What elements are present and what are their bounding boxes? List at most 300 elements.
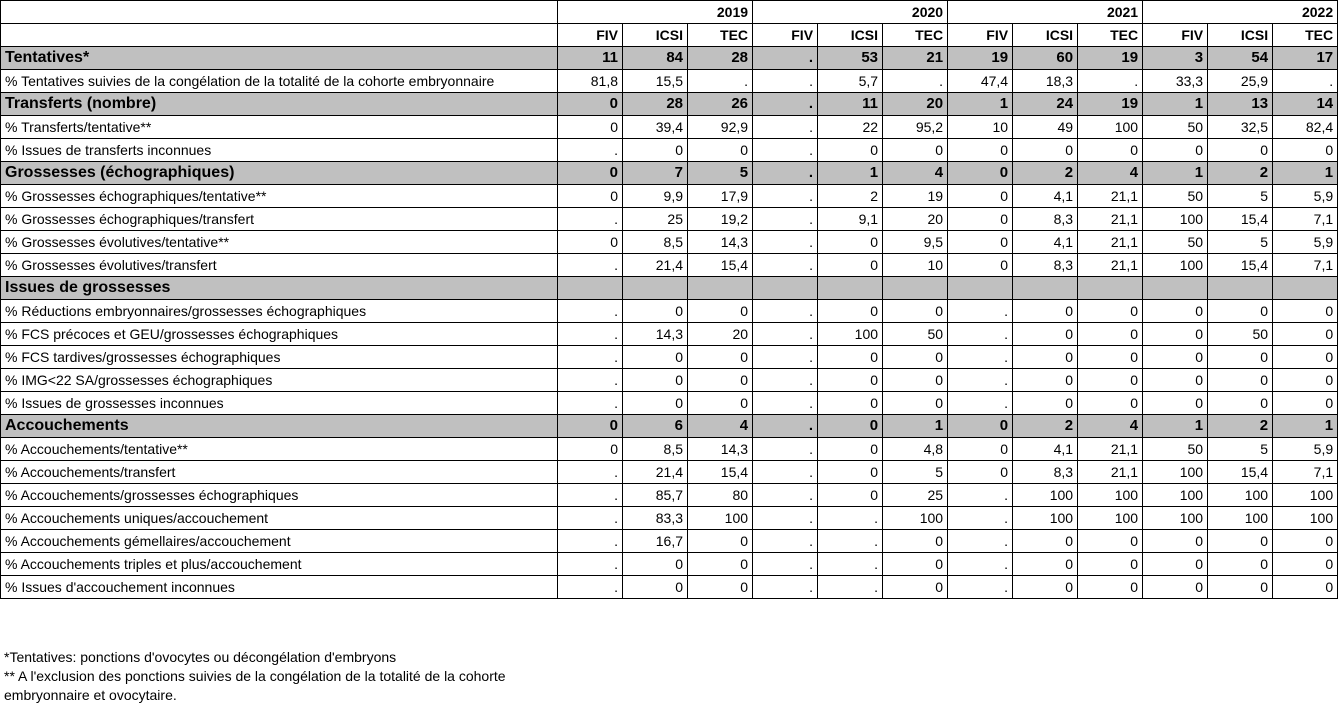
section-label: Issues de grossesses bbox=[1, 277, 558, 300]
value-cell: 0 bbox=[883, 530, 948, 553]
value-cell: 0 bbox=[1143, 553, 1208, 576]
value-cell: 39,4 bbox=[623, 116, 688, 139]
value-cell: 0 bbox=[1208, 553, 1273, 576]
section-row bbox=[1, 47, 1338, 70]
value-cell: . bbox=[948, 576, 1013, 599]
value-cell: 0 bbox=[818, 392, 883, 415]
value-cell: 0 bbox=[1273, 369, 1338, 392]
value-cell: . bbox=[558, 392, 623, 415]
value-cell: 0 bbox=[1013, 323, 1078, 346]
value-cell: 0 bbox=[1273, 300, 1338, 323]
value-cell: 0 bbox=[688, 392, 753, 415]
value-cell: . bbox=[753, 392, 818, 415]
value-cell: 100 bbox=[883, 507, 948, 530]
section-label: Tentatives* bbox=[1, 47, 558, 70]
value-cell: 47,4 bbox=[948, 70, 1013, 93]
value-cell: 0 bbox=[558, 116, 623, 139]
row-label: % Issues de transferts inconnues bbox=[1, 139, 558, 162]
value-cell: 0 bbox=[818, 369, 883, 392]
value-cell: . bbox=[558, 576, 623, 599]
section-label: Grossesses (échographiques) bbox=[1, 162, 558, 185]
value-cell: 14,3 bbox=[688, 438, 753, 461]
value-cell: 82,4 bbox=[1273, 116, 1338, 139]
value-cell: . bbox=[558, 553, 623, 576]
value-cell: 3 bbox=[1143, 47, 1208, 70]
col-header-icsi: ICSI bbox=[1013, 24, 1078, 47]
value-cell: 0 bbox=[818, 438, 883, 461]
value-cell: 16,7 bbox=[623, 530, 688, 553]
value-cell: 4 bbox=[883, 162, 948, 185]
value-cell: 0 bbox=[1013, 369, 1078, 392]
value-cell: . bbox=[558, 254, 623, 277]
value-cell: 100 bbox=[1143, 254, 1208, 277]
value-cell: 33,3 bbox=[1143, 70, 1208, 93]
value-cell: 50 bbox=[1143, 438, 1208, 461]
table-row bbox=[1, 300, 1338, 323]
value-cell: 17,9 bbox=[688, 185, 753, 208]
col-header-fiv: FIV bbox=[1143, 24, 1208, 47]
value-cell: 8,5 bbox=[623, 231, 688, 254]
value-cell: . bbox=[1078, 70, 1143, 93]
value-cell: 4,1 bbox=[1013, 438, 1078, 461]
technique-header-row bbox=[1, 24, 1338, 47]
value-cell: 0 bbox=[1208, 392, 1273, 415]
value-cell: 21,4 bbox=[623, 254, 688, 277]
value-cell: 0 bbox=[1208, 346, 1273, 369]
value-cell: 0 bbox=[623, 392, 688, 415]
value-cell: 0 bbox=[818, 346, 883, 369]
value-cell: 0 bbox=[1273, 530, 1338, 553]
value-cell: 0 bbox=[1013, 576, 1078, 599]
value-cell: . bbox=[948, 323, 1013, 346]
value-cell: 0 bbox=[948, 438, 1013, 461]
col-header-icsi: ICSI bbox=[1208, 24, 1273, 47]
value-cell: 8,3 bbox=[1013, 208, 1078, 231]
value-cell: 0 bbox=[688, 530, 753, 553]
row-label: % IMG<22 SA/grossesses échographiques bbox=[1, 369, 558, 392]
value-cell: 19 bbox=[1078, 47, 1143, 70]
section-row bbox=[1, 277, 1338, 300]
value-cell: 60 bbox=[1013, 47, 1078, 70]
value-cell: 11 bbox=[558, 47, 623, 70]
value-cell: . bbox=[753, 530, 818, 553]
col-header-fiv: FIV bbox=[948, 24, 1013, 47]
col-header-tec: TEC bbox=[688, 24, 753, 47]
value-cell: 20 bbox=[688, 323, 753, 346]
value-cell: 0 bbox=[1078, 323, 1143, 346]
table-row bbox=[1, 369, 1338, 392]
value-cell: 14 bbox=[1273, 93, 1338, 116]
value-cell: 8,5 bbox=[623, 438, 688, 461]
value-cell: 19 bbox=[948, 47, 1013, 70]
table-row bbox=[1, 185, 1338, 208]
value-cell: . bbox=[753, 162, 818, 185]
value-cell: 49 bbox=[1013, 116, 1078, 139]
value-cell: 0 bbox=[883, 369, 948, 392]
value-cell: 17 bbox=[1273, 47, 1338, 70]
value-cell: 0 bbox=[1013, 300, 1078, 323]
value-cell: 100 bbox=[818, 323, 883, 346]
value-cell: 21,1 bbox=[1078, 254, 1143, 277]
value-cell: 0 bbox=[623, 346, 688, 369]
value-cell: 0 bbox=[818, 139, 883, 162]
value-cell: 100 bbox=[1078, 507, 1143, 530]
value-cell: 0 bbox=[818, 484, 883, 507]
value-cell: 0 bbox=[558, 93, 623, 116]
value-cell: 0 bbox=[1143, 323, 1208, 346]
value-cell bbox=[948, 277, 1013, 300]
value-cell: 0 bbox=[1143, 300, 1208, 323]
value-cell: 15,4 bbox=[688, 254, 753, 277]
value-cell: 9,9 bbox=[623, 185, 688, 208]
value-cell: 0 bbox=[558, 438, 623, 461]
value-cell: . bbox=[753, 323, 818, 346]
row-label: % Grossesses évolutives/tentative** bbox=[1, 231, 558, 254]
value-cell: . bbox=[558, 484, 623, 507]
value-cell: 84 bbox=[623, 47, 688, 70]
value-cell: 0 bbox=[1078, 553, 1143, 576]
row-label: % Grossesses échographiques/tentative** bbox=[1, 185, 558, 208]
value-cell: 25,9 bbox=[1208, 70, 1273, 93]
value-cell: 0 bbox=[623, 300, 688, 323]
value-cell: 1 bbox=[1143, 162, 1208, 185]
value-cell: 2 bbox=[1013, 415, 1078, 438]
col-header-fiv: FIV bbox=[753, 24, 818, 47]
value-cell: 32,5 bbox=[1208, 116, 1273, 139]
value-cell bbox=[1208, 277, 1273, 300]
value-cell: . bbox=[753, 576, 818, 599]
value-cell: 0 bbox=[1143, 139, 1208, 162]
col-header-icsi: ICSI bbox=[818, 24, 883, 47]
value-cell: 0 bbox=[1143, 576, 1208, 599]
value-cell: . bbox=[753, 484, 818, 507]
value-cell: 14,3 bbox=[688, 231, 753, 254]
table-row bbox=[1, 438, 1338, 461]
value-cell: . bbox=[753, 208, 818, 231]
value-cell: . bbox=[753, 346, 818, 369]
value-cell: . bbox=[558, 323, 623, 346]
value-cell: 9,1 bbox=[818, 208, 883, 231]
value-cell: 0 bbox=[558, 185, 623, 208]
col-header-tec: TEC bbox=[883, 24, 948, 47]
value-cell: 100 bbox=[1143, 484, 1208, 507]
value-cell: 15,4 bbox=[1208, 254, 1273, 277]
value-cell: 25 bbox=[623, 208, 688, 231]
value-cell: . bbox=[753, 415, 818, 438]
value-cell: 0 bbox=[1273, 139, 1338, 162]
table-row bbox=[1, 346, 1338, 369]
value-cell: 1 bbox=[1273, 415, 1338, 438]
value-cell: . bbox=[818, 507, 883, 530]
value-cell: 8,3 bbox=[1013, 254, 1078, 277]
value-cell: . bbox=[753, 507, 818, 530]
value-cell: 9,5 bbox=[883, 231, 948, 254]
table-row bbox=[1, 530, 1338, 553]
value-cell bbox=[883, 277, 948, 300]
value-cell: . bbox=[948, 530, 1013, 553]
value-cell: 15,4 bbox=[1208, 208, 1273, 231]
value-cell: 21,1 bbox=[1078, 208, 1143, 231]
row-label: % Grossesses échographiques/transfert bbox=[1, 208, 558, 231]
value-cell: 21,1 bbox=[1078, 185, 1143, 208]
value-cell: . bbox=[948, 300, 1013, 323]
value-cell: 21,1 bbox=[1078, 438, 1143, 461]
table-row bbox=[1, 507, 1338, 530]
value-cell: 5 bbox=[688, 162, 753, 185]
value-cell: 0 bbox=[623, 139, 688, 162]
table-row bbox=[1, 231, 1338, 254]
section-row bbox=[1, 415, 1338, 438]
value-cell bbox=[1143, 277, 1208, 300]
value-cell: 20 bbox=[883, 208, 948, 231]
value-cell: 1 bbox=[818, 162, 883, 185]
value-cell bbox=[753, 277, 818, 300]
year-header-2020: 2020 bbox=[753, 1, 948, 24]
value-cell: 5 bbox=[1208, 231, 1273, 254]
value-cell: 0 bbox=[883, 553, 948, 576]
value-cell: 0 bbox=[1143, 392, 1208, 415]
row-label: % Accouchements/tentative** bbox=[1, 438, 558, 461]
value-cell: 100 bbox=[1013, 484, 1078, 507]
value-cell: 5,9 bbox=[1273, 185, 1338, 208]
col-header-tec: TEC bbox=[1078, 24, 1143, 47]
value-cell: 1 bbox=[1273, 162, 1338, 185]
value-cell: 0 bbox=[818, 254, 883, 277]
corner-cell bbox=[1, 1, 558, 24]
value-cell: 50 bbox=[1208, 323, 1273, 346]
value-cell: 19 bbox=[1078, 93, 1143, 116]
value-cell: 100 bbox=[1208, 507, 1273, 530]
value-cell: . bbox=[948, 484, 1013, 507]
value-cell: 0 bbox=[1013, 553, 1078, 576]
value-cell: . bbox=[753, 70, 818, 93]
value-cell: 0 bbox=[1078, 369, 1143, 392]
value-cell: 0 bbox=[818, 300, 883, 323]
year-header-2021: 2021 bbox=[948, 1, 1143, 24]
value-cell: 0 bbox=[948, 185, 1013, 208]
value-cell: 0 bbox=[558, 231, 623, 254]
value-cell: 80 bbox=[688, 484, 753, 507]
value-cell: . bbox=[948, 369, 1013, 392]
col-header-icsi: ICSI bbox=[623, 24, 688, 47]
value-cell: 0 bbox=[688, 139, 753, 162]
value-cell: 54 bbox=[1208, 47, 1273, 70]
value-cell: 100 bbox=[1013, 507, 1078, 530]
year-header-2022: 2022 bbox=[1143, 1, 1338, 24]
value-cell: 0 bbox=[1273, 323, 1338, 346]
value-cell: 28 bbox=[688, 47, 753, 70]
value-cell: 0 bbox=[1143, 530, 1208, 553]
value-cell: 2 bbox=[818, 185, 883, 208]
value-cell: . bbox=[558, 369, 623, 392]
value-cell: . bbox=[558, 208, 623, 231]
value-cell: 92,9 bbox=[688, 116, 753, 139]
value-cell: 0 bbox=[883, 392, 948, 415]
value-cell: 0 bbox=[818, 415, 883, 438]
value-cell: 0 bbox=[1273, 346, 1338, 369]
row-label: % Tentatives suivies de la congélation de la totalité de la cohorte embryonnaire bbox=[1, 70, 558, 93]
value-cell: 0 bbox=[883, 346, 948, 369]
value-cell: 95,2 bbox=[883, 116, 948, 139]
value-cell: 0 bbox=[1208, 300, 1273, 323]
value-cell: 10 bbox=[948, 116, 1013, 139]
table-row bbox=[1, 139, 1338, 162]
value-cell: 0 bbox=[1013, 530, 1078, 553]
value-cell: 0 bbox=[1273, 576, 1338, 599]
value-cell: . bbox=[753, 231, 818, 254]
value-cell: 0 bbox=[688, 346, 753, 369]
value-cell: 53 bbox=[818, 47, 883, 70]
value-cell: 100 bbox=[1143, 208, 1208, 231]
value-cell: 0 bbox=[1273, 553, 1338, 576]
value-cell: 21,1 bbox=[1078, 461, 1143, 484]
value-cell: 4,1 bbox=[1013, 185, 1078, 208]
table-row bbox=[1, 576, 1338, 599]
value-cell: . bbox=[688, 70, 753, 93]
value-cell: 7,1 bbox=[1273, 208, 1338, 231]
value-cell: 26 bbox=[688, 93, 753, 116]
value-cell: 15,5 bbox=[623, 70, 688, 93]
value-cell: 21 bbox=[883, 47, 948, 70]
value-cell: 0 bbox=[688, 576, 753, 599]
value-cell: 24 bbox=[1013, 93, 1078, 116]
value-cell: 15,4 bbox=[688, 461, 753, 484]
row-label: % Accouchements/grossesses échographiques bbox=[1, 484, 558, 507]
value-cell: 0 bbox=[948, 139, 1013, 162]
value-cell: 0 bbox=[1208, 369, 1273, 392]
value-cell: 100 bbox=[1143, 461, 1208, 484]
value-cell: . bbox=[948, 553, 1013, 576]
value-cell: 0 bbox=[688, 553, 753, 576]
value-cell: 21,1 bbox=[1078, 231, 1143, 254]
value-cell: 0 bbox=[1013, 139, 1078, 162]
value-cell: 0 bbox=[948, 162, 1013, 185]
row-label: % Grossesses évolutives/transfert bbox=[1, 254, 558, 277]
table-row bbox=[1, 116, 1338, 139]
row-label: % FCS tardives/grossesses échographiques bbox=[1, 346, 558, 369]
value-cell: 4 bbox=[1078, 415, 1143, 438]
value-cell: 11 bbox=[818, 93, 883, 116]
value-cell: . bbox=[1273, 70, 1338, 93]
value-cell: . bbox=[753, 185, 818, 208]
value-cell bbox=[818, 277, 883, 300]
year-header-row bbox=[1, 1, 1338, 24]
value-cell: 0 bbox=[623, 576, 688, 599]
value-cell: 50 bbox=[1143, 231, 1208, 254]
value-cell: 14,3 bbox=[623, 323, 688, 346]
footnote-tentatives: *Tentatives: ponctions d'ovocytes ou décongélation d'embryons bbox=[4, 649, 397, 665]
value-cell: . bbox=[948, 392, 1013, 415]
value-cell: . bbox=[753, 139, 818, 162]
value-cell: 21,4 bbox=[623, 461, 688, 484]
value-cell: 100 bbox=[688, 507, 753, 530]
value-cell: 5,9 bbox=[1273, 231, 1338, 254]
value-cell: 85,7 bbox=[623, 484, 688, 507]
value-cell: 19 bbox=[883, 185, 948, 208]
value-cell: 0 bbox=[558, 162, 623, 185]
value-cell: 0 bbox=[1013, 392, 1078, 415]
value-cell: 100 bbox=[1078, 116, 1143, 139]
value-cell bbox=[558, 277, 623, 300]
value-cell: . bbox=[558, 139, 623, 162]
value-cell: 7,1 bbox=[1273, 254, 1338, 277]
row-label: % Accouchements/transfert bbox=[1, 461, 558, 484]
value-cell: 4,1 bbox=[1013, 231, 1078, 254]
value-cell bbox=[1078, 277, 1143, 300]
value-cell: 2 bbox=[1208, 162, 1273, 185]
value-cell: 0 bbox=[1078, 576, 1143, 599]
row-label: % FCS précoces et GEU/grossesses échographiques bbox=[1, 323, 558, 346]
row-label: % Accouchements gémellaires/accouchement bbox=[1, 530, 558, 553]
value-cell: 4 bbox=[688, 415, 753, 438]
value-cell: 81,8 bbox=[558, 70, 623, 93]
table-row bbox=[1, 70, 1338, 93]
value-cell: 2 bbox=[1208, 415, 1273, 438]
value-cell: 1 bbox=[883, 415, 948, 438]
section-row bbox=[1, 162, 1338, 185]
value-cell: 18,3 bbox=[1013, 70, 1078, 93]
value-cell: 28 bbox=[623, 93, 688, 116]
value-cell: . bbox=[558, 530, 623, 553]
value-cell: . bbox=[948, 507, 1013, 530]
section-label: Accouchements bbox=[1, 415, 558, 438]
value-cell: 0 bbox=[883, 139, 948, 162]
value-cell: . bbox=[883, 70, 948, 93]
value-cell: 100 bbox=[1273, 484, 1338, 507]
value-cell: 0 bbox=[948, 461, 1013, 484]
value-cell: 0 bbox=[948, 208, 1013, 231]
row-label: % Accouchements uniques/accouchement bbox=[1, 507, 558, 530]
value-cell: 5,7 bbox=[818, 70, 883, 93]
section-row bbox=[1, 93, 1338, 116]
value-cell: . bbox=[558, 346, 623, 369]
row-label: % Réductions embryonnaires/grossesses échographiques bbox=[1, 300, 558, 323]
footnotes bbox=[4, 648, 506, 705]
value-cell: 0 bbox=[1078, 530, 1143, 553]
value-cell: 0 bbox=[1208, 139, 1273, 162]
value-cell: 100 bbox=[1143, 507, 1208, 530]
value-cell: 83,3 bbox=[623, 507, 688, 530]
value-cell: . bbox=[753, 47, 818, 70]
value-cell: . bbox=[753, 93, 818, 116]
value-cell: 0 bbox=[883, 576, 948, 599]
value-cell bbox=[688, 277, 753, 300]
value-cell: 0 bbox=[818, 461, 883, 484]
row-label: % Transferts/tentative** bbox=[1, 116, 558, 139]
value-cell: 1 bbox=[1143, 93, 1208, 116]
value-cell: 0 bbox=[1273, 392, 1338, 415]
table-row bbox=[1, 254, 1338, 277]
value-cell: 0 bbox=[1208, 576, 1273, 599]
value-cell: . bbox=[558, 461, 623, 484]
footnote-exclusion-continued: embryonnaire et ovocytaire. bbox=[4, 687, 177, 703]
value-cell: 0 bbox=[1078, 392, 1143, 415]
table-row bbox=[1, 484, 1338, 507]
value-cell: 0 bbox=[818, 231, 883, 254]
value-cell: 0 bbox=[948, 231, 1013, 254]
value-cell: . bbox=[558, 300, 623, 323]
value-cell: 0 bbox=[883, 300, 948, 323]
table-row bbox=[1, 208, 1338, 231]
value-cell: 0 bbox=[558, 415, 623, 438]
value-cell: 4 bbox=[1078, 162, 1143, 185]
value-cell: 50 bbox=[1143, 185, 1208, 208]
footnote-exclusion: ** A l'exclusion des ponctions suivies de la congélation de la totalité de la cohorte bbox=[4, 668, 506, 684]
value-cell: 5 bbox=[1208, 438, 1273, 461]
value-cell: 0 bbox=[1143, 346, 1208, 369]
value-cell: 0 bbox=[1143, 369, 1208, 392]
table-row bbox=[1, 323, 1338, 346]
